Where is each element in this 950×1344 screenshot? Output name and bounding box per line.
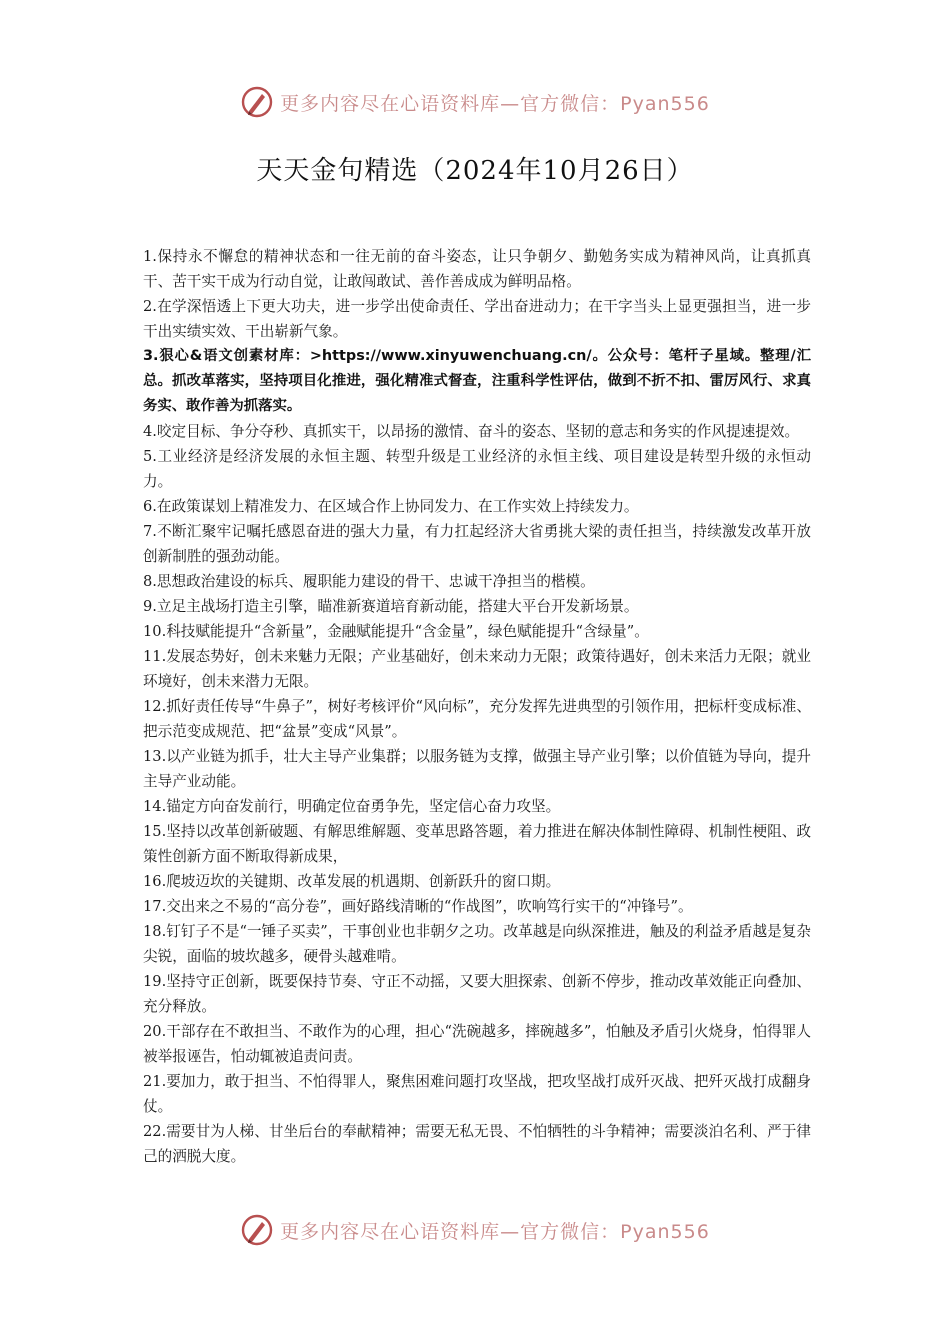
pen-logo-icon xyxy=(240,1213,274,1247)
list-item: 5.工业经济是经济发展的永恒主题、转型升级是工业经济的永恒主线、项目建设是转型升级的永恒动力。 xyxy=(143,448,811,490)
quote-list xyxy=(143,244,811,1169)
list-item: 17.交出来之不易的“高分卷”，画好路线清晰的“作战图”，吹响笃行实干的“冲锋号”。 xyxy=(143,898,693,915)
header-banner xyxy=(0,82,950,122)
list-item: 6.在政策谋划上精准发力、在区域合作上协同发力、在工作实效上持续发力。 xyxy=(143,498,639,515)
pen-logo-icon xyxy=(240,85,274,119)
list-item: 19.坚持守正创新，既要保持节奏、守正不动摇，又要大胆探索、创新不停步，推动改革效能正向叠加、充分释放。 xyxy=(143,973,811,1015)
list-item: 21.要加力，敢于担当、不怕得罪人，聚焦困难问题打攻坚战，把攻坚战打成歼灭战、把歼灭战打成翻身仗。 xyxy=(143,1073,811,1115)
list-item: 7.不断汇聚牢记嘱托感恩奋进的强大力量，有力扛起经济大省勇挑大梁的责任担当，持续激发改革开放创新制胜的强劲动能。 xyxy=(143,523,811,565)
page-title: 天天金句精选（2024年10月26日） xyxy=(256,156,694,186)
list-item: 18.钉钉子不是“一锤子买卖”，干事创业也非朝夕之功。改革越是向纵深推进，触及的利益矛盾越是复杂尖锐，面临的坡坎越多，硬骨头越难啃。 xyxy=(143,923,811,965)
list-item: 12.抓好责任传导“牛鼻子”，树好考核评价“风向标”，充分发挥先进典型的引领作用，把标杆变成标准、把示范变成规范、把“盆景”变成“风景”。 xyxy=(143,698,811,740)
list-item: 10.科技赋能提升“含新量”，金融赋能提升“含金量”，绿色赋能提升“含绿量”。 xyxy=(143,623,649,640)
list-item: 22.需要甘为人梯、甘坐后台的奉献精神；需要无私无畏、不怕牺牲的斗争精神；需要淡泊名利、严于律己的洒脱大度。 xyxy=(143,1123,811,1165)
list-item: 15.坚持以改革创新破题、有解思维解题、变革思路答题，着力推进在解决体制性障碍、机制性梗阻、政策性创新方面不断取得新成果， xyxy=(143,823,811,865)
list-item: 13.以产业链为抓手，壮大主导产业集群；以服务链为支撑，做强主导产业引擎；以价值链为导向，提升主导产业动能。 xyxy=(143,748,811,790)
footer-banner-text: 更多内容尽在心语资料库—官方微信：Pyan556 xyxy=(280,1220,710,1243)
list-item: 11.发展态势好，创未来魅力无限；产业基础好，创未来动力无限；政策待遇好，创未来活力无限；就业环境好，创未来潜力无限。 xyxy=(143,648,811,690)
list-item: 2.在学深悟透上下更大功夫，进一步学出使命责任、学出奋进动力；在干字当头上显更强担当，进一步干出实绩实效、干出崭新气象。 xyxy=(143,298,811,340)
list-item: 1.保持永不懈怠的精神状态和一往无前的奋斗姿态，让只争朝夕、勤勉务实成为精神风尚，让真抓真干、苦干实干成为行动自觉，让敢闯敢试、善作善成成为鲜明品格。 xyxy=(143,248,811,290)
list-item: 16.爬坡迈坎的关键期、改革发展的机遇期、创新跃升的窗口期。 xyxy=(143,873,561,890)
list-item-promo: 3.狠心&语文创素材库：>https://www.xinyuwenchuang.cn/。公众号：笔杆子星域。整理/汇总。抓改革落实，坚持项目化推进，强化精准式督查，注重科学性评估，做到不折不扣、雷厉风行、求真务实、敢作善为抓落实。 xyxy=(143,348,811,414)
footer-banner xyxy=(0,1210,950,1250)
list-item: 14.锚定方向奋发前行，明确定位奋勇争先，坚定信心奋力攻坚。 xyxy=(143,798,561,815)
list-item: 9.立足主战场打造主引擎，瞄准新赛道培育新动能，搭建大平台开发新场景。 xyxy=(143,598,639,615)
header-banner-text: 更多内容尽在心语资料库—官方微信：Pyan556 xyxy=(280,92,710,115)
list-item: 20.干部存在不敢担当、不敢作为的心理，担心“洗碗越多，摔碗越多”，怕触及矛盾引火烧身，怕得罪人被举报诬告，怕动辄被追责问责。 xyxy=(143,1023,811,1065)
list-item: 8.思想政治建设的标兵、履职能力建设的骨干、忠诚干净担当的楷模。 xyxy=(143,573,595,590)
list-item: 4.咬定目标、争分夺秒、真抓实干，以昂扬的激情、奋斗的姿态、坚韧的意志和务实的作风提速提效。 xyxy=(143,423,800,440)
